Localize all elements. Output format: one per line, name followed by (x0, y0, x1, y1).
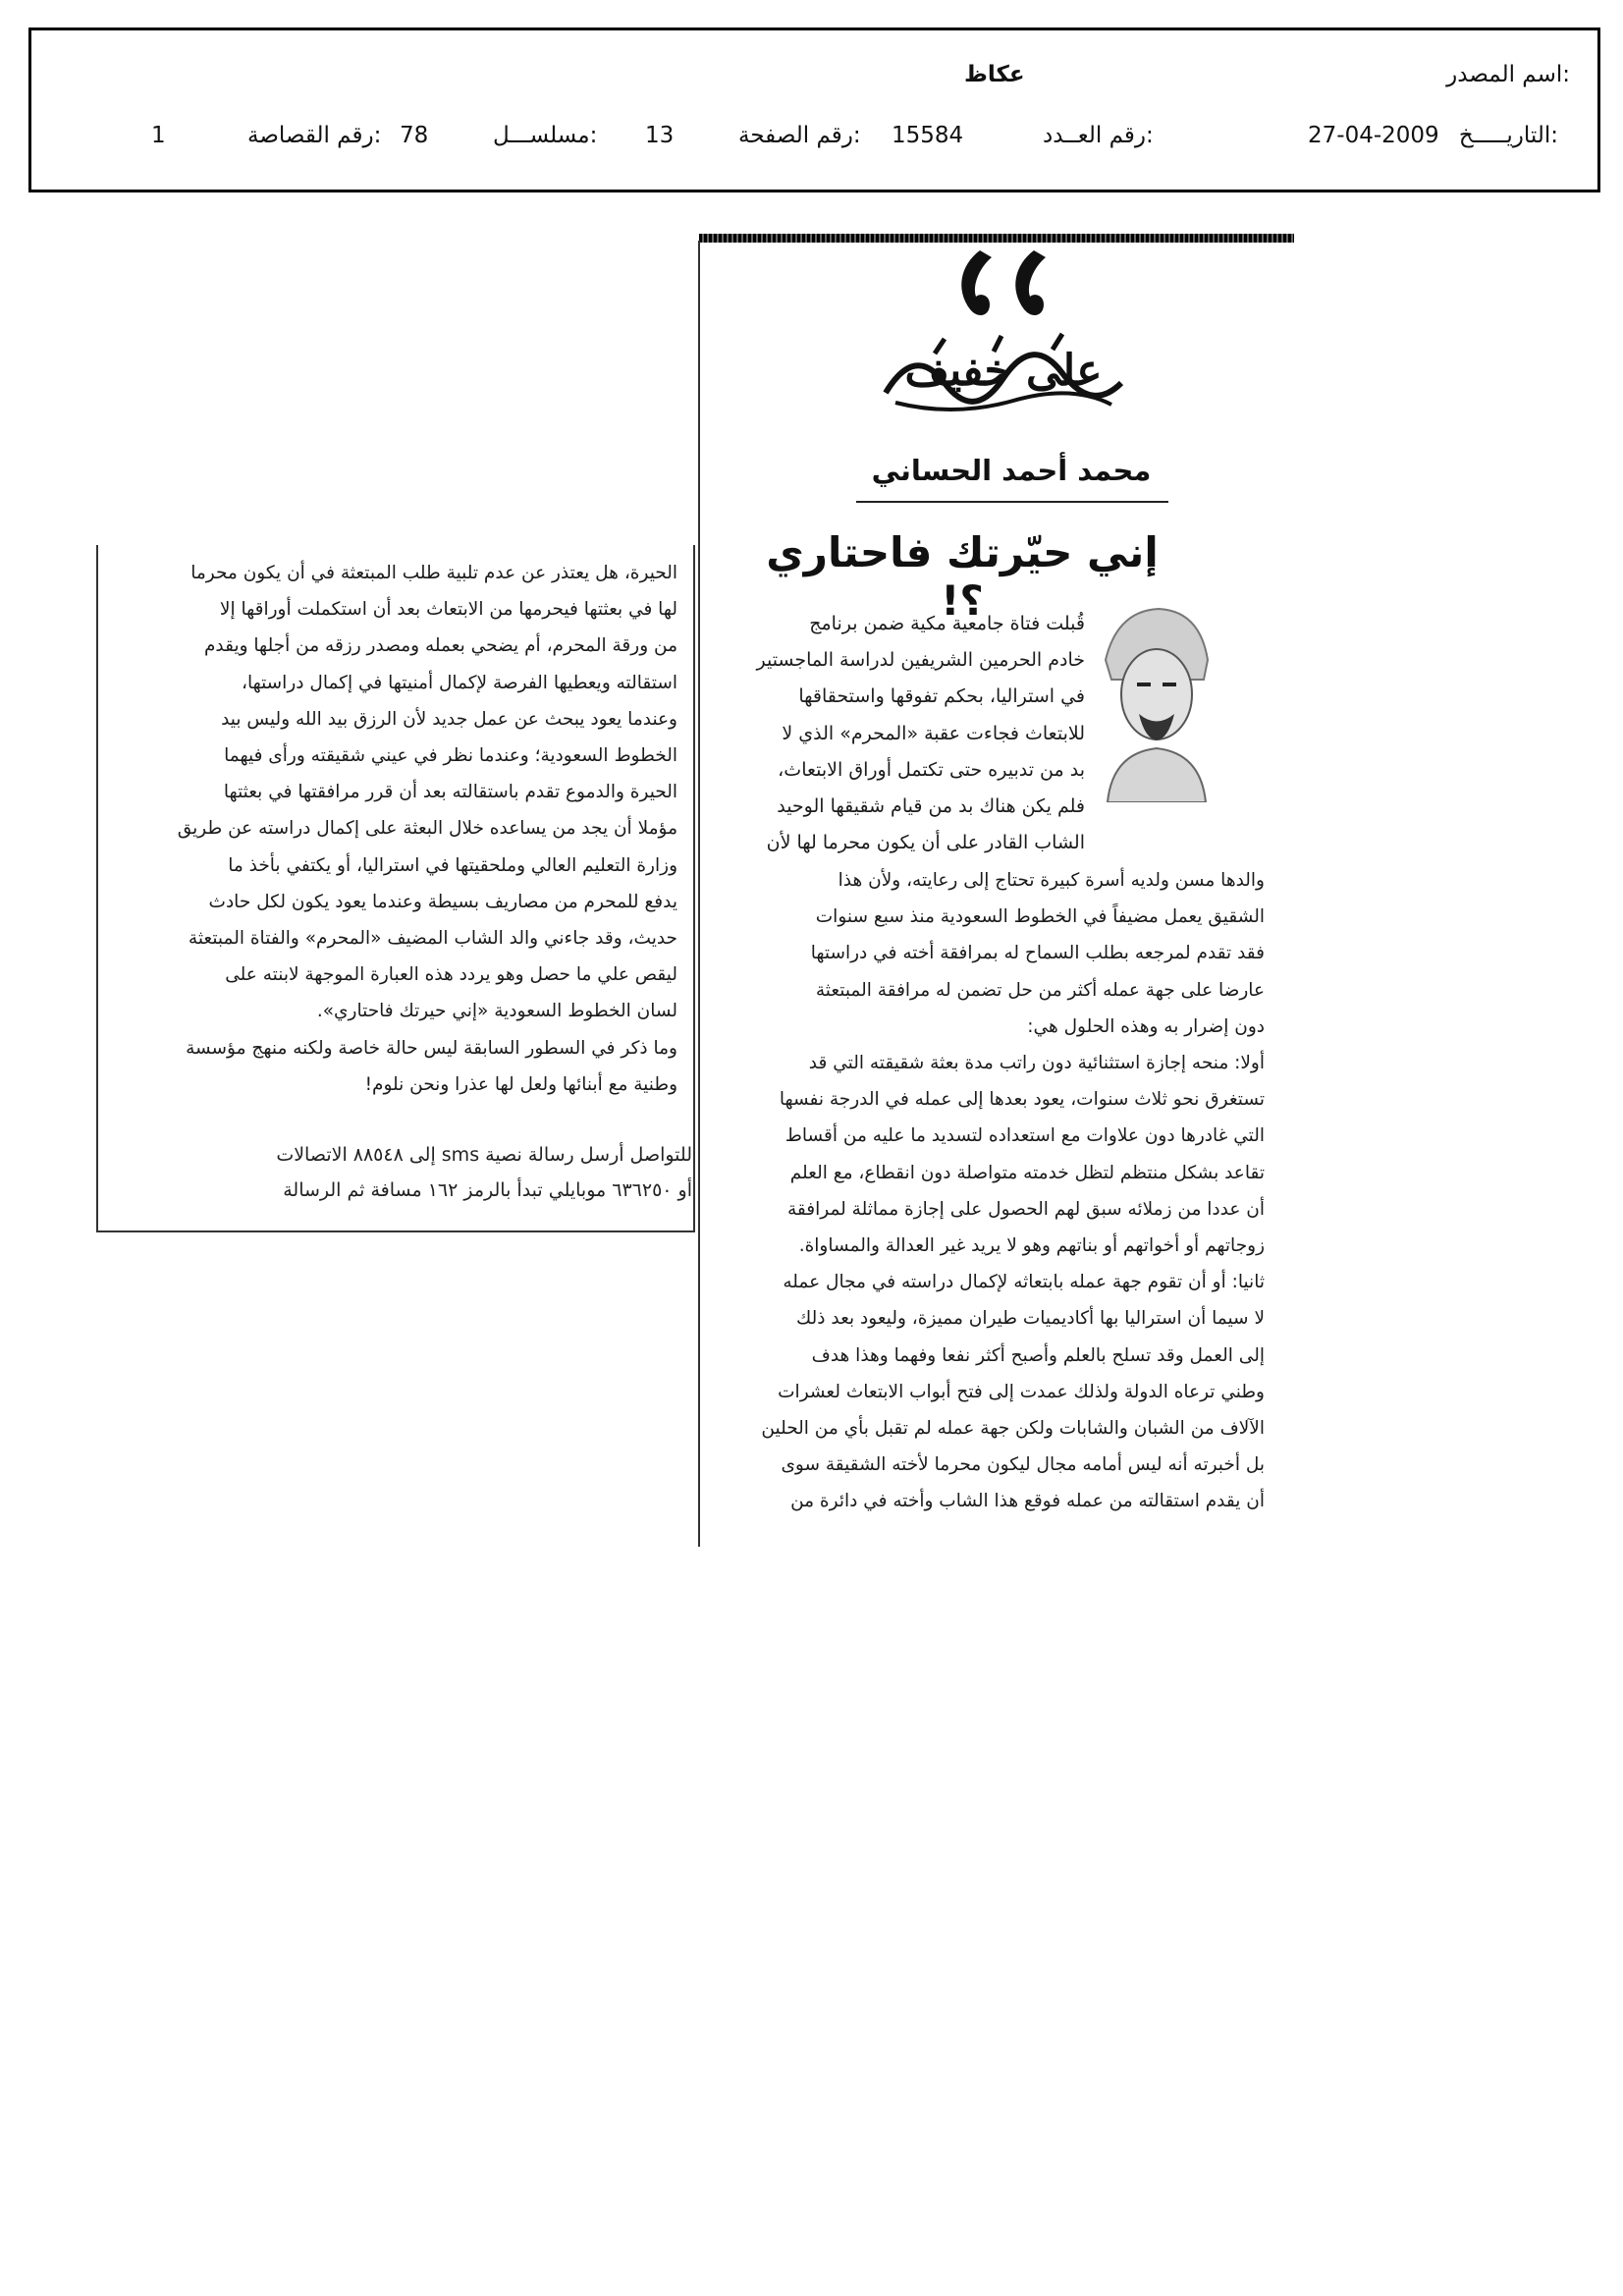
serial-label: مسلســـل: (493, 123, 598, 148)
left-line: يدفع للمحرم من مصاريف بسيطة وعندما يعود يكون لكل حادث (208, 891, 677, 912)
right-line: دون إضرار به وهذه الحلول هي: (1027, 1015, 1265, 1037)
article-headline: إني حيّرتك فاحتاري ؟! (766, 528, 1159, 625)
left-line: وما ذكر في السطور السابقة ليس حالة خاصة ولكنه منهج مؤسسة (186, 1037, 677, 1059)
right-line: التي غادرها دون علاوات مع استعداده لتسديد ما عليه من أقساط (784, 1125, 1265, 1147)
left-line: لسان الخطوط السعودية «إني حيرتك فاحتاري». (316, 1001, 677, 1022)
right-line: ثانيا: أو أن تقوم جهة عمله بابتعاثه لإكمال دراسته في مجال عمله (783, 1272, 1265, 1293)
date-value: 27-04-2009 (1308, 123, 1439, 148)
left-line: من ورقة المحرم، أم يضحي بعمله ومصدر رزقه من أجلها ويقدم (203, 635, 677, 657)
article-column-right (725, 862, 1265, 1520)
article-column-narrow (731, 606, 1085, 861)
source-value: عكاظ (964, 62, 1025, 87)
left-line: حديث، وقد جاءني والد الشاب المضيف «المحرم» والفتاة المبتعثة (188, 928, 677, 950)
author-underline (856, 501, 1168, 503)
page-value: 13 (645, 123, 675, 148)
narrow-line: فلم يكن هناك بد من قيام شقيقها الوحيد (777, 795, 1085, 818)
narrow-line: الشاب القادر على أن يكون محرما لها لأن (766, 832, 1085, 854)
narrow-line: للابتعاث فجاءت عقبة «المحرم» الذي لا (782, 722, 1085, 744)
left-line: وعندما يعود يبحث عن عمل جديد لأن الرزق بيد الله وليس بيد (221, 708, 677, 730)
clip-label: رقم القصاصة: (247, 123, 382, 148)
contact-line: للتواصل أرسل رسالة نصية sms إلى ٨٨٥٤٨ الاتصالات (276, 1144, 692, 1166)
clip-value: 1 (151, 123, 166, 148)
date-label: التاريـــــخ: (1458, 123, 1558, 148)
article-column-left (147, 555, 677, 1103)
serial-value: 78 (400, 123, 429, 148)
right-line: أولا: منحه إجازة استثنائية دون راتب مدة بعثة شقيقته التي قد (808, 1053, 1265, 1074)
author-name: محمد أحمد الحساني (871, 454, 1152, 487)
left-column-border-left (96, 545, 98, 1232)
issue-label: رقم العــدد: (1043, 123, 1154, 148)
right-line: إلى العمل وقد تسلح بالعلم وأصبح أكثر نفعا وفهما وهذا هدف (811, 1344, 1265, 1366)
contact-line: أو ٦٣٦٢٥٠ موبايلي تبدأ بالرمز ١٦٢ مسافة ثم الرسالة (283, 1179, 692, 1201)
left-line: وطنية مع أبنائها ولعل لها عذرا ونحن نلوم! (364, 1073, 677, 1095)
page-label: رقم الصفحة: (738, 123, 861, 148)
narrow-line: خادم الحرمين الشريفين لدراسة الماجستير (756, 649, 1085, 672)
right-line: أن يقدم استقالته من عمله فوقع هذا الشاب وأخته في دائرة من (790, 1491, 1265, 1512)
author-photo (1098, 591, 1214, 802)
left-line: مؤملا أن يجد من يساعده خلال البعثة على إكمال دراسته عن طريق (177, 818, 677, 840)
article-divider-line (698, 241, 700, 1547)
narrow-line: قُبلت فتاة جامعية مكية ضمن برنامج (809, 613, 1085, 634)
source-label: اسم المصدر: (1446, 62, 1570, 87)
narrow-line: بد من تدبيره حتى تكتمل أوراق الابتعاث، (778, 758, 1085, 781)
right-line: تستغرق نحو ثلاث سنوات، يعود بعدها إلى عمله في الدرجة نفسها (779, 1089, 1265, 1111)
left-column-border-right (693, 545, 695, 1232)
column-name: على خفيف (904, 346, 1103, 396)
left-line: الحيرة، هل يعتذر عن عدم تلبية طلب المبتعثة في أن يكون محرما (190, 563, 677, 583)
left-line: ليقص علي ما حصل وهو يردد هذه العبارة الموجهة لابنته على (225, 964, 677, 986)
right-line: الشقيق يعمل مضيفاً في الخطوط السعودية منذ سبع سنوات (815, 906, 1265, 928)
right-line: لا سيما أن استراليا بها أكاديميات طيران مميزة، وليعود بعد ذلك (796, 1308, 1265, 1330)
right-line: زوجاتهم أو أخواتهم أو بناتهم وهو لا يريد غير العدالة والمساواة. (798, 1235, 1265, 1257)
left-line: لها في بعثتها فيحرمها من الابتعاث بعد أن استكملت أوراقها إلا (219, 599, 677, 621)
issue-value: 15584 (892, 123, 964, 148)
right-line: فقد تقدم لمرجعه بطلب السماح له بمرافقة أخته في دراستها (810, 943, 1265, 964)
clipping-header (28, 27, 1600, 192)
right-line: أن عددا من زملائه سبق لهم الحصول على إجازة مماثلة لمرافقة (786, 1198, 1265, 1220)
right-line: الآلاف من الشبان والشابات ولكن جهة عمله لم تقبل بأي من الحلين (761, 1418, 1265, 1440)
right-line: والدها مسن ولديه أسرة كبيرة تحتاج إلى رعايته، ولأن هذا (838, 870, 1265, 891)
right-line: تقاعد بشكل منتظم لتظل خدمته متواصلة دون انقطاع، مع العلم (789, 1162, 1265, 1183)
right-line: بل أخبرته أنه ليس أمامه مجال ليكون محرما لأخته الشقيقة سوى (781, 1454, 1265, 1476)
contact-info (162, 1137, 692, 1208)
left-column-border-bottom (96, 1230, 695, 1232)
column-logo-icon (876, 324, 1131, 422)
left-line: استقالته ويعطيها الفرصة لإكمال أمنيتها في إكمال دراستها، (241, 672, 677, 693)
left-line: وزارة التعليم العالي وملحقيتها في استراليا، أو يكتفي بأخذ ما (228, 854, 677, 876)
column-top-rule (699, 234, 1294, 243)
left-line: الخطوط السعودية؛ وعندما نظر في عيني شقيقته ورأى فيهما (224, 745, 677, 767)
right-line: وطني ترعاه الدولة ولذلك عمدت إلى فتح أبواب الابتعاث لعشرات (778, 1381, 1265, 1402)
right-line: عارضا على جهة عمله أكثر من حل تضمن له مرافقة المبتعثة (815, 979, 1265, 1001)
quote-mark-icon (950, 246, 1088, 324)
left-line: الحيرة والدموع تقدم باستقالته بعد أن قرر مرافقتها في بعثتها (223, 782, 677, 803)
narrow-line: في استراليا، بحكم تفوقها واستحقاقها (798, 685, 1085, 708)
